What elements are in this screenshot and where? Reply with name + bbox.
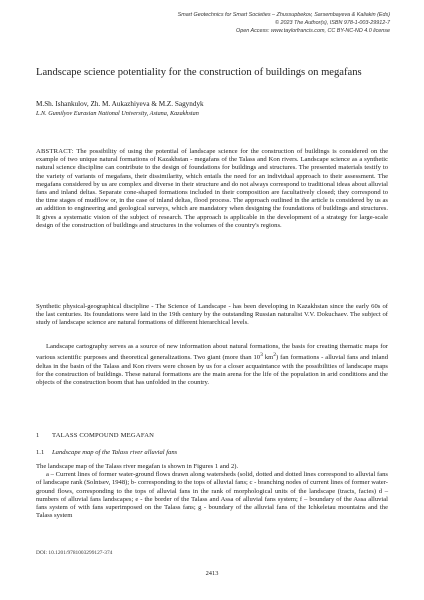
doi-line: DOI: 10.1201/9781003299127-374 xyxy=(36,550,113,556)
abstract xyxy=(36,148,388,230)
section-body xyxy=(36,463,388,520)
intro-paragraph-2-text xyxy=(36,343,388,387)
header-line-1: Smart Geotechnics for Smart Societies – Zhussupbekov, Sarsembayeva & Kaliakin (Eds) xyxy=(177,12,390,18)
section-title: TALASS COMPOUND MEGAFAN xyxy=(52,432,155,439)
abstract-label: ABSTRACT: xyxy=(36,148,74,155)
book-header xyxy=(178,11,390,35)
header-line-2: © 2023 The Author(s), ISBN 978-1-003-29912-7 xyxy=(275,20,390,26)
intro-paragraph-1 xyxy=(36,303,388,328)
intro-p2-sup-2: 2 xyxy=(273,352,276,359)
paper-title: Landscape science potentiality for the construction of buildings on megafans xyxy=(36,67,362,78)
intro-p2-part-a: Landscape cartography serves as a source of new information about natural formations, the basis for creating thematic maps for various scientific purposes and theoretical generalizations. Two giant (more than 10 xyxy=(36,343,388,362)
intro-p2-part-c: ) fan formations - alluvial fans and inland deltas in the basin of the Talass and Kon rivers were chosen by us for a closer acquaintance with the possibilities of landscape maps for the construction of buildings. These natural formations are the main arena for the life of the population in arid conditions and the objects of the construction boom that has unfolded in the country. xyxy=(36,354,388,386)
subsection-number: 1.1 xyxy=(36,449,45,456)
section-paragraph-1: The landscape map of the Talass river megafan is shown in Figures 1 and 2). xyxy=(36,463,239,470)
header-line-3: Open Access: www.taylorfrancis.com, CC BY-NC-ND 4.0 license xyxy=(236,28,390,34)
intro-paragraph-1-text: Synthetic physical-geographical discipline - The Science of Landscape - has been developing in Kazakhstan since the early 60s of the last centuries. Its foundations were laid in the 19th century by the outstanding Russian naturalist V.V. Dokuchaev. The subject of study of landscape science are natural formations of different hierarchical levels. xyxy=(36,303,388,327)
author-affiliation: L.N. Gumilyov Eurasian National University, Astana, Kazakhstan xyxy=(36,110,199,117)
section-number: 1 xyxy=(36,432,40,439)
section-heading xyxy=(36,432,154,440)
page-number: 2413 xyxy=(205,570,219,577)
abstract-text: The possibility of using the potential of landscape science for the construction of buildings is considered on the example of two unique natural formations of Kazakhstan - megafans of the Talass and Kon rivers. Landscape science as a synthetic natural science discipline can contribute to the design of foundations for buildings and structures. The presented materials testify to the variety of variants of megafans, their dissimilarity, which entails the need for an individual approach to their assessment. The megafans considered by us are complex and diverse in their structure and do not always correspond to traditional ideas about alluvial fans and inland deltas. Separate cone-shaped formations included in their composition are facultatively closed; they correspond to the time stages of mudflow or, in the case of inland deltas, flood process. The approach outlined in the article is considered by us as an addition to engineering and geological surveys, which are mandatory when designing the foundations of buildings and structures. It gives a systematic vision of the subject of research. The approach is applicable in the development of a strategy for large-scale design of the construction of buildings and structures in the volumes of the country's regions. xyxy=(36,148,389,229)
subsection-heading xyxy=(36,449,177,457)
intro-paragraph-2 xyxy=(36,343,388,387)
section-paragraph-2: a – Current lines of former water-ground flows drawn along watersheds (solid, dotted and dotted lines correspond to alluvial fans of landscape rank (Solntsev, 1948); b- corresponding to the tops of alluvial fans; c - branching nodes of current lines of former water-ground flows, corresponding to the tops of alluvial fans in the rank of morphological units of the landscape (tracts, facies) d – numbers of alluvial fans landscapes; e - the border of the Talass and Assa of alluvial fans system; f – boundary of the Assa alluvial fans system of with fans superimposed on the Talass fans; g - boundary of the alluvial fans of the Ichkeletau mountains and the Talass system xyxy=(36,471,388,520)
intro-p2-sup-1: 3 xyxy=(260,352,263,359)
subsection-title: Landscape map of the Talass river alluvial fans xyxy=(52,449,178,456)
intro-p2-part-b: km xyxy=(262,354,274,362)
paper-authors: M.Sh. Ishankulov, Zh. M. Aukazhiyeva & M.Z. Sagyndyk xyxy=(36,100,204,108)
